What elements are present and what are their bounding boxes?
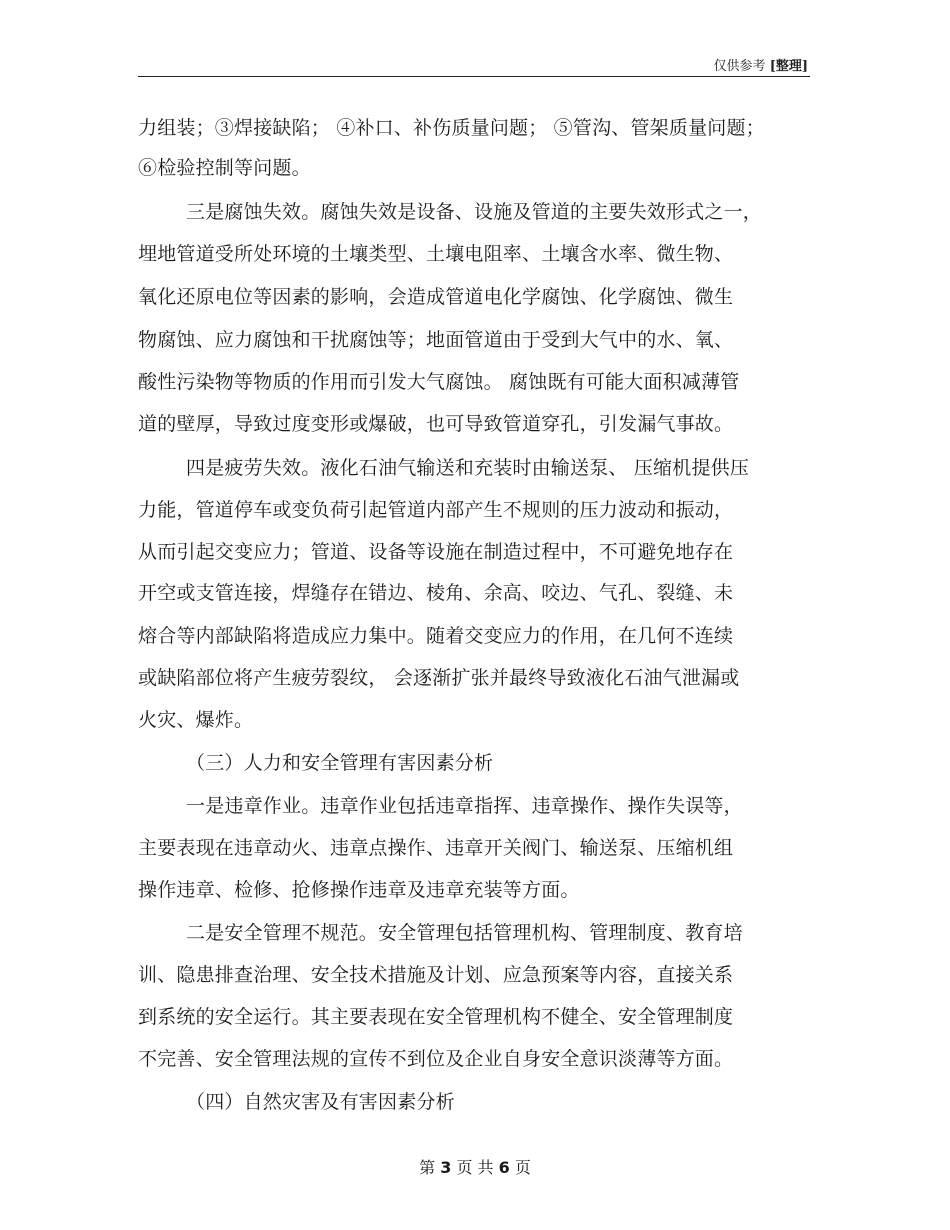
body-line: 操作违章、检修、抢修操作违章及违章充装等方面。 (138, 879, 580, 901)
body-line: 到系统的安全运行。其主要表现在安全管理机构不健全、安全管理制度 (138, 1006, 734, 1028)
body-line: 物腐蚀、应力腐蚀和干扰腐蚀等；地面管道由于受到大气中的水、氧、 (138, 329, 734, 351)
body-line: 火灾、爆炸。 (138, 709, 254, 731)
footer-prefix: 第 (419, 1158, 436, 1177)
body-line: 从而引起交变应力；管道、设备等设施在制造过程中，不可避免地存在 (138, 541, 734, 563)
body-line: 力能，管道停车或变负荷引起管道内部产生不规则的压力波动和振动， (138, 499, 734, 521)
paragraph-start-line: 三是腐蚀失效。腐蚀失效是设备、设施及管道的主要失效形式之一， (186, 201, 763, 223)
paragraph-start-line: 四是疲劳失效。液化石油气输送和充装时由输送泵、 压缩机提供压 (186, 457, 750, 479)
body-line: 熔合等内部缺陷将造成应力集中。随着交变应力的作用，在几何不连续 (138, 625, 734, 647)
body-line: ⑥检验控制等问题。 (138, 157, 311, 179)
header-tag: [整理] (769, 59, 808, 74)
body-line: 道的壁厚，导致过度变形或爆破，也可导致管道穿孔，引发漏气事故。 (138, 413, 734, 435)
body-line: 主要表现在违章动火、违章点操作、违章开关阀门、输送泵、压缩机组 (138, 837, 734, 859)
body-line: 酸性污染物等物质的作用而引发大气腐蚀。 腐蚀既有可能大面积减薄管 (138, 371, 740, 393)
body-line: 埋地管道受所处环境的土壤类型、土壤电阻率、土壤含水率、微生物、 (138, 243, 734, 265)
footer-middle: 页 共 (456, 1158, 494, 1177)
header-rule (138, 76, 810, 77)
header-text: 仅供参考 (713, 59, 766, 74)
paragraph-start-line: 一是违章作业。违章作业包括违章指挥、违章操作、操作失误等， (186, 795, 743, 817)
body-line: 或缺陷部位将产生疲劳裂纹， 会逐渐扩张并最终导致液化石油气泄漏或 (138, 667, 740, 689)
section-heading: （三）人力和安全管理有害因素分析 (186, 752, 494, 774)
body-line: 不完善、安全管理法规的宣传不到位及企业自身安全意识淡薄等方面。 (138, 1048, 734, 1070)
body-line: 训、隐患排查治理、安全技术措施及计划、应急预案等内容，直接关系 (138, 964, 734, 986)
paragraph-start-line: 二是安全管理不规范。安全管理包括管理机构、管理制度、教育培 (186, 922, 743, 944)
total-pages: 6 (498, 1158, 510, 1177)
footer-suffix: 页 (514, 1158, 531, 1177)
page-footer (0, 1155, 950, 1178)
section-heading: （四）自然灾害及有害因素分析 (186, 1091, 455, 1113)
body-line: 氧化还原电位等因素的影响，会造成管道电化学腐蚀、化学腐蚀、微生 (138, 286, 734, 308)
body-line: 开空或支管连接，焊缝存在错边、棱角、余高、咬边、气孔、裂缝、未 (138, 582, 734, 604)
body-line: 力组装；③焊接缺陷； ④补口、补伤质量问题； ⑤管沟、管架质量问题； (138, 117, 765, 139)
page-header (714, 55, 808, 74)
page-number: 3 (440, 1158, 452, 1177)
